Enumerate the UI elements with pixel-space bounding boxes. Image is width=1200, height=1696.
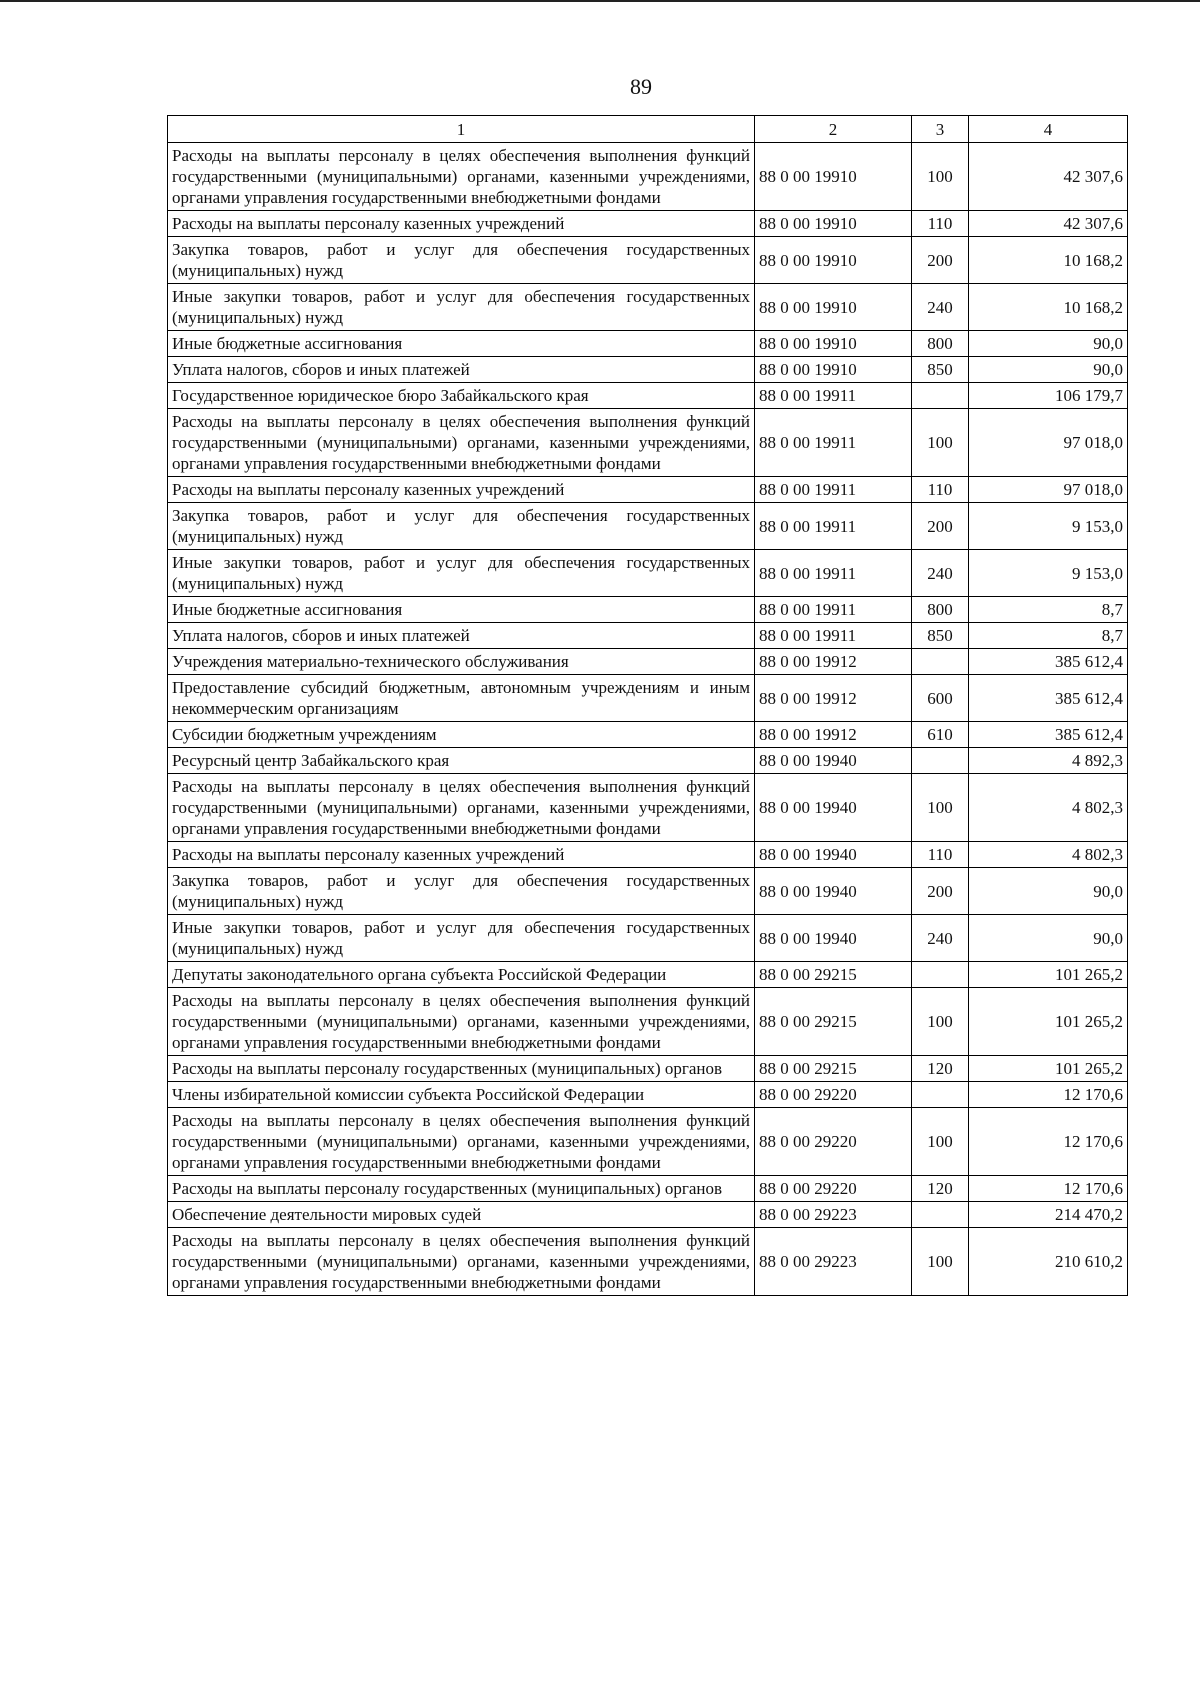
- budget-table: [167, 115, 1128, 1296]
- row-code-cell: 88 0 00 29223: [755, 1202, 912, 1228]
- table-row: [168, 623, 1128, 649]
- table-row: [168, 988, 1128, 1056]
- row-amount-cell: 97 018,0: [969, 409, 1128, 477]
- table-row: [168, 1228, 1128, 1296]
- table-row: [168, 357, 1128, 383]
- row-type-cell: 200: [912, 503, 969, 550]
- table-row: [168, 211, 1128, 237]
- row-name-cell: Закупка товаров, работ и услуг для обеспечения государственных (муниципальных) нужд: [168, 237, 755, 284]
- row-name-cell: Расходы на выплаты персоналу в целях обеспечения выполнения функций государственными (муниципальными) органами, казенными учреждениями, органами управления государственными внебюджетными фондами: [168, 1228, 755, 1296]
- row-code-cell: 88 0 00 19911: [755, 503, 912, 550]
- row-name-cell: Иные закупки товаров, работ и услуг для обеспечения государственных (муниципальных) нужд: [168, 550, 755, 597]
- row-type-cell: 100: [912, 774, 969, 842]
- row-amount-cell: 210 610,2: [969, 1228, 1128, 1296]
- table-row: [168, 1056, 1128, 1082]
- row-code-cell: 88 0 00 19912: [755, 649, 912, 675]
- table-row: [168, 722, 1128, 748]
- row-code-cell: 88 0 00 19912: [755, 675, 912, 722]
- row-name-cell: Расходы на выплаты персоналу в целях обеспечения выполнения функций государственными (муниципальными) органами, казенными учреждениями, органами управления государственными внебюджетными фондами: [168, 774, 755, 842]
- row-name-cell: Закупка товаров, работ и услуг для обеспечения государственных (муниципальных) нужд: [168, 868, 755, 915]
- table-row: [168, 477, 1128, 503]
- table-row: [168, 675, 1128, 722]
- row-code-cell: 88 0 00 29220: [755, 1108, 912, 1176]
- row-code-cell: 88 0 00 19940: [755, 915, 912, 962]
- row-type-cell: [912, 383, 969, 409]
- row-amount-cell: 97 018,0: [969, 477, 1128, 503]
- row-amount-cell: 90,0: [969, 331, 1128, 357]
- row-code-cell: 88 0 00 19911: [755, 409, 912, 477]
- row-name-cell: Расходы на выплаты персоналу в целях обеспечения выполнения функций государственными (муниципальными) органами, казенными учреждениями, органами управления государственными внебюджетными фондами: [168, 409, 755, 477]
- table-row: [168, 915, 1128, 962]
- row-name-cell: Уплата налогов, сборов и иных платежей: [168, 357, 755, 383]
- row-code-cell: 88 0 00 29220: [755, 1176, 912, 1202]
- row-type-cell: 100: [912, 988, 969, 1056]
- table-row: [168, 503, 1128, 550]
- table-row: [168, 597, 1128, 623]
- row-name-cell: Члены избирательной комиссии субъекта Российской Федерации: [168, 1082, 755, 1108]
- row-name-cell: Иные бюджетные ассигнования: [168, 597, 755, 623]
- row-type-cell: [912, 1082, 969, 1108]
- page-top-border: [0, 0, 1200, 2]
- row-amount-cell: 8,7: [969, 623, 1128, 649]
- row-amount-cell: 385 612,4: [969, 649, 1128, 675]
- row-amount-cell: 42 307,6: [969, 211, 1128, 237]
- row-type-cell: 100: [912, 1108, 969, 1176]
- row-code-cell: 88 0 00 29223: [755, 1228, 912, 1296]
- row-type-cell: 110: [912, 842, 969, 868]
- row-name-cell: Государственное юридическое бюро Забайкальского края: [168, 383, 755, 409]
- row-amount-cell: 385 612,4: [969, 675, 1128, 722]
- row-type-cell: 800: [912, 597, 969, 623]
- row-amount-cell: 10 168,2: [969, 284, 1128, 331]
- row-amount-cell: 101 265,2: [969, 988, 1128, 1056]
- row-name-cell: Учреждения материально-технического обслуживания: [168, 649, 755, 675]
- row-type-cell: [912, 649, 969, 675]
- row-amount-cell: 90,0: [969, 915, 1128, 962]
- row-type-cell: 600: [912, 675, 969, 722]
- row-name-cell: Иные закупки товаров, работ и услуг для обеспечения государственных (муниципальных) нужд: [168, 284, 755, 331]
- row-code-cell: 88 0 00 19911: [755, 383, 912, 409]
- row-name-cell: Расходы на выплаты персоналу казенных учреждений: [168, 477, 755, 503]
- table-header-row: [168, 116, 1128, 143]
- row-name-cell: Ресурсный центр Забайкальского края: [168, 748, 755, 774]
- row-amount-cell: 10 168,2: [969, 237, 1128, 284]
- row-code-cell: 88 0 00 19911: [755, 623, 912, 649]
- row-code-cell: 88 0 00 19910: [755, 237, 912, 284]
- row-code-cell: 88 0 00 19910: [755, 331, 912, 357]
- row-amount-cell: 385 612,4: [969, 722, 1128, 748]
- row-code-cell: 88 0 00 19911: [755, 550, 912, 597]
- row-type-cell: [912, 1202, 969, 1228]
- row-amount-cell: 12 170,6: [969, 1176, 1128, 1202]
- row-amount-cell: 90,0: [969, 357, 1128, 383]
- row-type-cell: 610: [912, 722, 969, 748]
- row-amount-cell: 12 170,6: [969, 1108, 1128, 1176]
- table-row: [168, 143, 1128, 211]
- row-code-cell: 88 0 00 19940: [755, 868, 912, 915]
- table-row: [168, 868, 1128, 915]
- row-code-cell: 88 0 00 19910: [755, 284, 912, 331]
- row-amount-cell: 101 265,2: [969, 962, 1128, 988]
- row-type-cell: [912, 962, 969, 988]
- table-row: [168, 748, 1128, 774]
- row-code-cell: 88 0 00 19912: [755, 722, 912, 748]
- table-row: [168, 409, 1128, 477]
- row-amount-cell: 214 470,2: [969, 1202, 1128, 1228]
- row-code-cell: 88 0 00 29215: [755, 962, 912, 988]
- row-type-cell: 100: [912, 409, 969, 477]
- row-name-cell: Обеспечение деятельности мировых судей: [168, 1202, 755, 1228]
- row-name-cell: Расходы на выплаты персоналу государственных (муниципальных) органов: [168, 1056, 755, 1082]
- row-code-cell: 88 0 00 19911: [755, 597, 912, 623]
- table-row: [168, 383, 1128, 409]
- row-name-cell: Расходы на выплаты персоналу государственных (муниципальных) органов: [168, 1176, 755, 1202]
- table-row: [168, 284, 1128, 331]
- row-amount-cell: 106 179,7: [969, 383, 1128, 409]
- row-name-cell: Предоставление субсидий бюджетным, автономным учреждениям и иным некоммерческим организациям: [168, 675, 755, 722]
- row-name-cell: Субсидии бюджетным учреждениям: [168, 722, 755, 748]
- row-type-cell: 200: [912, 237, 969, 284]
- table-row: [168, 1108, 1128, 1176]
- row-amount-cell: 12 170,6: [969, 1082, 1128, 1108]
- row-code-cell: 88 0 00 19910: [755, 211, 912, 237]
- header-col-4: 4: [969, 116, 1128, 143]
- row-code-cell: 88 0 00 19911: [755, 477, 912, 503]
- row-type-cell: 100: [912, 143, 969, 211]
- row-type-cell: 850: [912, 623, 969, 649]
- row-type-cell: 240: [912, 915, 969, 962]
- row-amount-cell: 4 802,3: [969, 774, 1128, 842]
- row-name-cell: Расходы на выплаты персоналу в целях обеспечения выполнения функций государственными (муниципальными) органами, казенными учреждениями, органами управления государственными внебюджетными фондами: [168, 1108, 755, 1176]
- row-code-cell: 88 0 00 19910: [755, 357, 912, 383]
- table-row: [168, 649, 1128, 675]
- row-type-cell: 850: [912, 357, 969, 383]
- table-row: [168, 550, 1128, 597]
- row-code-cell: 88 0 00 29215: [755, 988, 912, 1056]
- table-row: [168, 1176, 1128, 1202]
- row-code-cell: 88 0 00 19910: [755, 143, 912, 211]
- row-name-cell: Закупка товаров, работ и услуг для обеспечения государственных (муниципальных) нужд: [168, 503, 755, 550]
- table-row: [168, 962, 1128, 988]
- header-col-3: 3: [912, 116, 969, 143]
- row-name-cell: Уплата налогов, сборов и иных платежей: [168, 623, 755, 649]
- row-name-cell: Расходы на выплаты персоналу казенных учреждений: [168, 211, 755, 237]
- table-row: [168, 774, 1128, 842]
- row-name-cell: Расходы на выплаты персоналу казенных учреждений: [168, 842, 755, 868]
- page-number: 89: [630, 74, 652, 99]
- row-name-cell: Иные бюджетные ассигнования: [168, 331, 755, 357]
- table-body: [168, 116, 1128, 1296]
- row-name-cell: Депутаты законодательного органа субъекта Российской Федерации: [168, 962, 755, 988]
- row-amount-cell: 42 307,6: [969, 143, 1128, 211]
- row-type-cell: [912, 748, 969, 774]
- row-code-cell: 88 0 00 29220: [755, 1082, 912, 1108]
- row-code-cell: 88 0 00 19940: [755, 774, 912, 842]
- row-type-cell: 100: [912, 1228, 969, 1296]
- row-type-cell: 110: [912, 477, 969, 503]
- row-code-cell: 88 0 00 19940: [755, 748, 912, 774]
- header-col-1: 1: [168, 116, 755, 143]
- table-row: [168, 331, 1128, 357]
- row-type-cell: 110: [912, 211, 969, 237]
- row-name-cell: Расходы на выплаты персоналу в целях обеспечения выполнения функций государственными (муниципальными) органами, казенными учреждениями, органами управления государственными внебюджетными фондами: [168, 143, 755, 211]
- row-code-cell: 88 0 00 19940: [755, 842, 912, 868]
- header-col-2: 2: [755, 116, 912, 143]
- row-type-cell: 240: [912, 550, 969, 597]
- row-amount-cell: 4 892,3: [969, 748, 1128, 774]
- row-code-cell: 88 0 00 29215: [755, 1056, 912, 1082]
- row-name-cell: Иные закупки товаров, работ и услуг для обеспечения государственных (муниципальных) нужд: [168, 915, 755, 962]
- row-type-cell: 800: [912, 331, 969, 357]
- table-row: [168, 842, 1128, 868]
- row-type-cell: 200: [912, 868, 969, 915]
- row-amount-cell: 9 153,0: [969, 503, 1128, 550]
- row-amount-cell: 4 802,3: [969, 842, 1128, 868]
- table-row: [168, 1082, 1128, 1108]
- row-name-cell: Расходы на выплаты персоналу в целях обеспечения выполнения функций государственными (муниципальными) органами, казенными учреждениями, органами управления государственными внебюджетными фондами: [168, 988, 755, 1056]
- row-amount-cell: 90,0: [969, 868, 1128, 915]
- row-type-cell: 120: [912, 1056, 969, 1082]
- table-row: [168, 237, 1128, 284]
- row-amount-cell: 101 265,2: [969, 1056, 1128, 1082]
- row-amount-cell: 9 153,0: [969, 550, 1128, 597]
- table-row: [168, 1202, 1128, 1228]
- row-type-cell: 120: [912, 1176, 969, 1202]
- row-type-cell: 240: [912, 284, 969, 331]
- row-amount-cell: 8,7: [969, 597, 1128, 623]
